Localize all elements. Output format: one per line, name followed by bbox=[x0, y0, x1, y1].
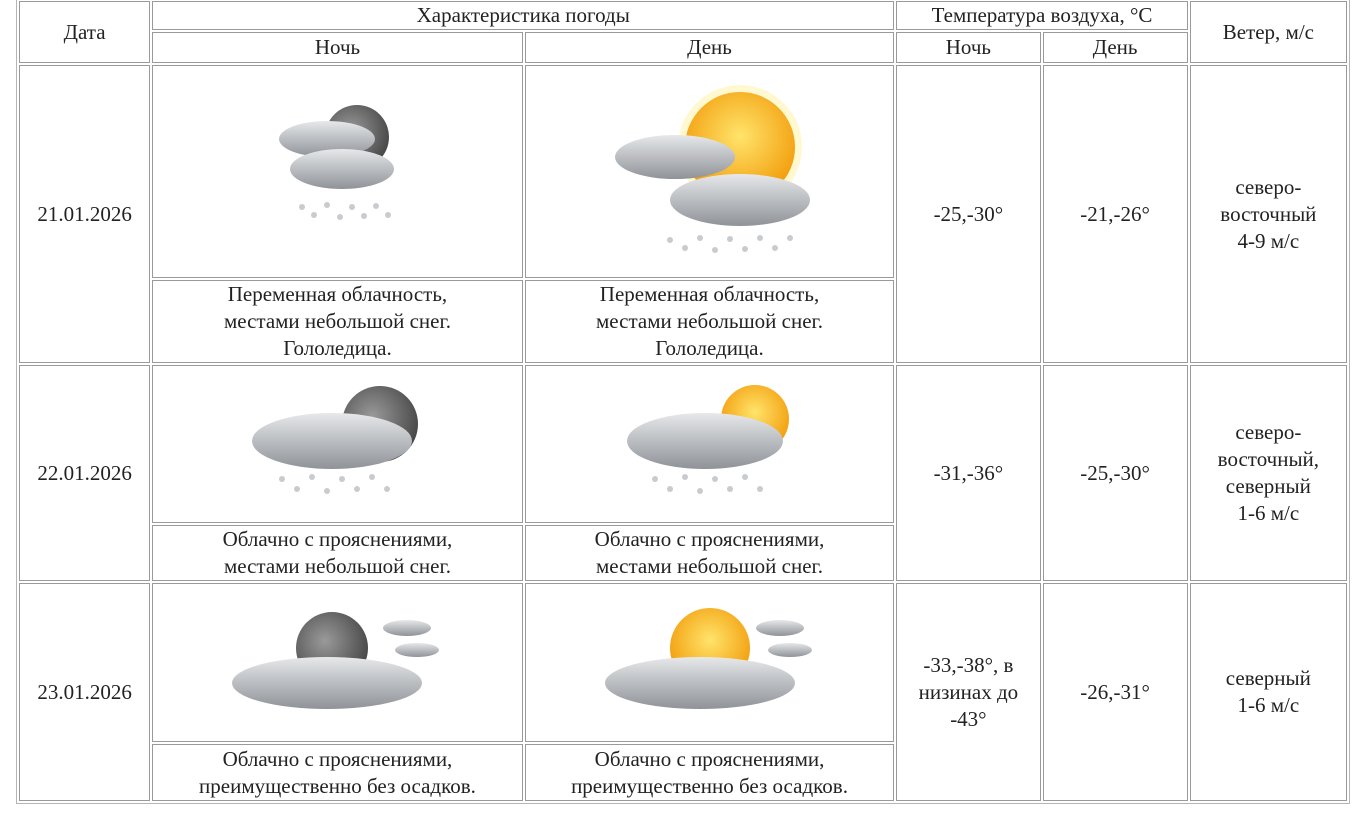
day-icon-cell bbox=[525, 365, 895, 523]
header-temp-night: Ночь bbox=[896, 32, 1040, 63]
moon-cloud-icon bbox=[227, 598, 447, 728]
day-description bbox=[525, 525, 895, 581]
temp-line: низинах до bbox=[918, 679, 1019, 704]
desc-line: Гололедица. bbox=[655, 336, 764, 360]
temp-night-cell: -31,-36° bbox=[896, 365, 1040, 581]
wind-cell bbox=[1190, 583, 1347, 801]
sun-cloud-snow-icon bbox=[615, 379, 805, 509]
wind-line: восточный, bbox=[1217, 447, 1320, 471]
night-description bbox=[152, 280, 523, 363]
header-temp-day: День bbox=[1043, 32, 1188, 63]
day-icon-cell bbox=[525, 583, 895, 742]
night-icon-cell bbox=[152, 365, 523, 523]
moon-cloud-snow-icon bbox=[242, 379, 432, 509]
forecast-container bbox=[16, 0, 1350, 818]
wind-line: северо- bbox=[1235, 174, 1302, 199]
temp-day-cell: -25,-30° bbox=[1043, 365, 1188, 581]
temp-line: -43° bbox=[950, 706, 987, 731]
header-weather-day: День bbox=[525, 32, 895, 63]
moon-cloud-light-snow-icon bbox=[252, 97, 422, 247]
sun-cloud-icon bbox=[600, 598, 820, 728]
table-row bbox=[19, 65, 1347, 278]
day-description bbox=[525, 744, 895, 801]
temp-day-cell: -26,-31° bbox=[1043, 583, 1188, 801]
desc-line: местами небольшой снег. bbox=[223, 309, 451, 333]
night-icon-cell bbox=[152, 65, 523, 278]
night-description bbox=[152, 525, 523, 581]
header-weather-night: Ночь bbox=[152, 32, 523, 63]
desc-line: Переменная облачность, bbox=[599, 282, 820, 306]
night-description bbox=[152, 744, 523, 801]
night-icon-cell bbox=[152, 583, 523, 742]
desc-line: Облачно с прояснениями, bbox=[222, 746, 453, 771]
wind-line: северо- bbox=[1235, 420, 1302, 444]
table-row bbox=[19, 365, 1347, 523]
desc-line: Облачно с прояснениями, bbox=[222, 527, 453, 551]
temp-night-cell: -25,-30° bbox=[896, 65, 1040, 363]
temp-line: -33,-38°, в bbox=[923, 652, 1014, 677]
date-cell: 21.01.2026 bbox=[19, 65, 150, 363]
day-description bbox=[525, 280, 895, 363]
date-cell: 22.01.2026 bbox=[19, 365, 150, 581]
wind-line: 4-9 м/с bbox=[1237, 228, 1300, 253]
wind-line: северный bbox=[1225, 666, 1311, 690]
temp-day-cell: -21,-26° bbox=[1043, 65, 1188, 363]
header-weather: Характеристика погоды bbox=[152, 1, 894, 30]
desc-line: местами небольшой снег. bbox=[223, 554, 451, 578]
temp-night-cell bbox=[896, 583, 1040, 801]
desc-line: Облачно с прояснениями, bbox=[594, 527, 825, 551]
weather-forecast-table bbox=[16, 0, 1350, 804]
desc-line: местами небольшой снег. bbox=[595, 554, 824, 578]
header-temperature: Температура воздуха, °С bbox=[896, 1, 1187, 30]
desc-line: Гололедица. bbox=[283, 336, 392, 360]
desc-line: Облачно с прояснениями, bbox=[594, 746, 825, 771]
wind-cell bbox=[1190, 365, 1347, 581]
day-icon-cell bbox=[525, 65, 895, 278]
header-date: Дата bbox=[19, 1, 150, 63]
table-row bbox=[19, 583, 1347, 742]
header-wind: Ветер, м/с bbox=[1190, 1, 1347, 63]
wind-line: 1-6 м/с bbox=[1237, 501, 1300, 525]
sun-cloud-light-snow-icon bbox=[610, 82, 810, 262]
desc-line: преимущественно без осадков. bbox=[571, 773, 848, 798]
wind-line: восточный bbox=[1220, 201, 1317, 226]
desc-line: Переменная облачность, bbox=[227, 282, 448, 306]
wind-line: северный bbox=[1225, 474, 1311, 498]
date-cell: 23.01.2026 bbox=[19, 583, 150, 801]
wind-line: 1-6 м/с bbox=[1237, 693, 1300, 717]
desc-line: преимущественно без осадков. bbox=[199, 773, 476, 798]
wind-cell bbox=[1190, 65, 1347, 363]
desc-line: местами небольшой снег. bbox=[595, 309, 824, 333]
